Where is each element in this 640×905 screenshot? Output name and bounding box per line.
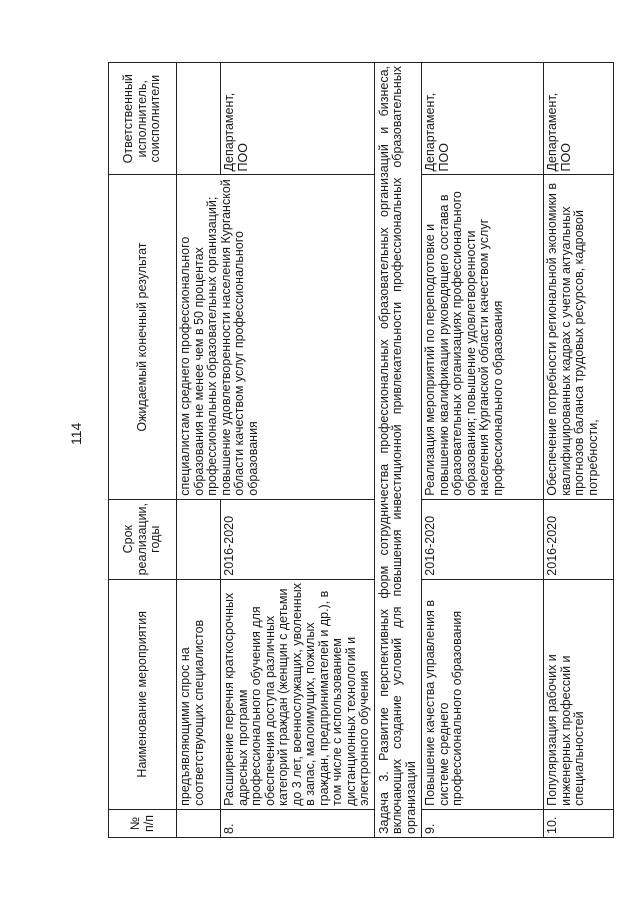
row-cont-term: [177, 499, 221, 579]
rotated-table-region: [108, 62, 618, 838]
row-10-term: 2016-2020: [544, 499, 614, 579]
header-activity: Наименование мероприятия: [109, 579, 177, 809]
header-term: Срок реализации, годы: [109, 499, 177, 579]
table-row: [177, 63, 221, 838]
row-10-num: 10.: [544, 809, 614, 837]
row-9-activity: Повышение качества управления в системе среднего профессионального образования: [422, 579, 544, 809]
row-9-responsible: Департамент, ПОО: [422, 63, 544, 175]
row-9-result: Реализация мероприятий по переподготовке и повышению квалификации руководящего состава в образовательных организациях профессионального образования; повышение удовлетворенности населения Курганской области качеством услуг профессионального образования: [422, 175, 544, 499]
table-header-row: [109, 63, 177, 838]
row-10-activity: Популяризация рабочих и инженерных профессий и специальностей: [544, 579, 614, 809]
page-number: 114: [68, 422, 84, 445]
row-8-term: 2016-2020: [221, 499, 375, 579]
row-9-num: 9.: [422, 809, 544, 837]
row-cont-activity: предъявляющими спрос на соответствующих специалистов: [177, 579, 221, 809]
row-8-responsible: Департамент, ПОО: [221, 63, 375, 175]
row-8-activity: Расширение перечня краткосрочных адресных программ профессионального обучения для обеспечения доступа различных категорий граждан (женщин с детьми до 3 лет, военнослужащих, уволенных в запас, малоимущих, пожилых граждан, предпринимателей и др.), в том числе с использованием дистанционных технологий и электронного обучения: [221, 579, 375, 809]
task-3-text: Задача 3. Развитие перспективных форм сотрудничества профессиональных образовательных организаций и бизнеса, включающих создание условий для повышения инвестиционной привлекательности профессиональных образовательных организаций: [374, 63, 422, 838]
table-row: [422, 63, 544, 838]
activities-table: [108, 62, 614, 838]
row-cont-result: специалистам среднего профессионального образования не менее чем в 50 процентах профессиональных образовательных организаций; повышение удовлетворенности населения Курганской области качеством услуг профессионального образования: [177, 175, 375, 499]
row-9-term: 2016-2020: [422, 499, 544, 579]
row-cont-responsible: [177, 63, 221, 175]
header-result: Ожидаемый конечный результат: [109, 175, 177, 499]
row-cont-num: [177, 809, 221, 837]
table-row: [544, 63, 614, 838]
row-10-result: Обеспечение потребности региональной экономики в квалифицированных кадрах с учетом актуальных прогнозов баланса трудовых ресурсов, кадровой потребности,: [544, 175, 614, 499]
row-8-num: 8.: [221, 809, 375, 837]
row-10-responsible: Департамент, ПОО: [544, 63, 614, 175]
task-row: [374, 63, 422, 838]
header-num: № п/п: [109, 809, 177, 837]
header-responsible: Ответственный исполнитель, соисполнители: [109, 63, 177, 175]
